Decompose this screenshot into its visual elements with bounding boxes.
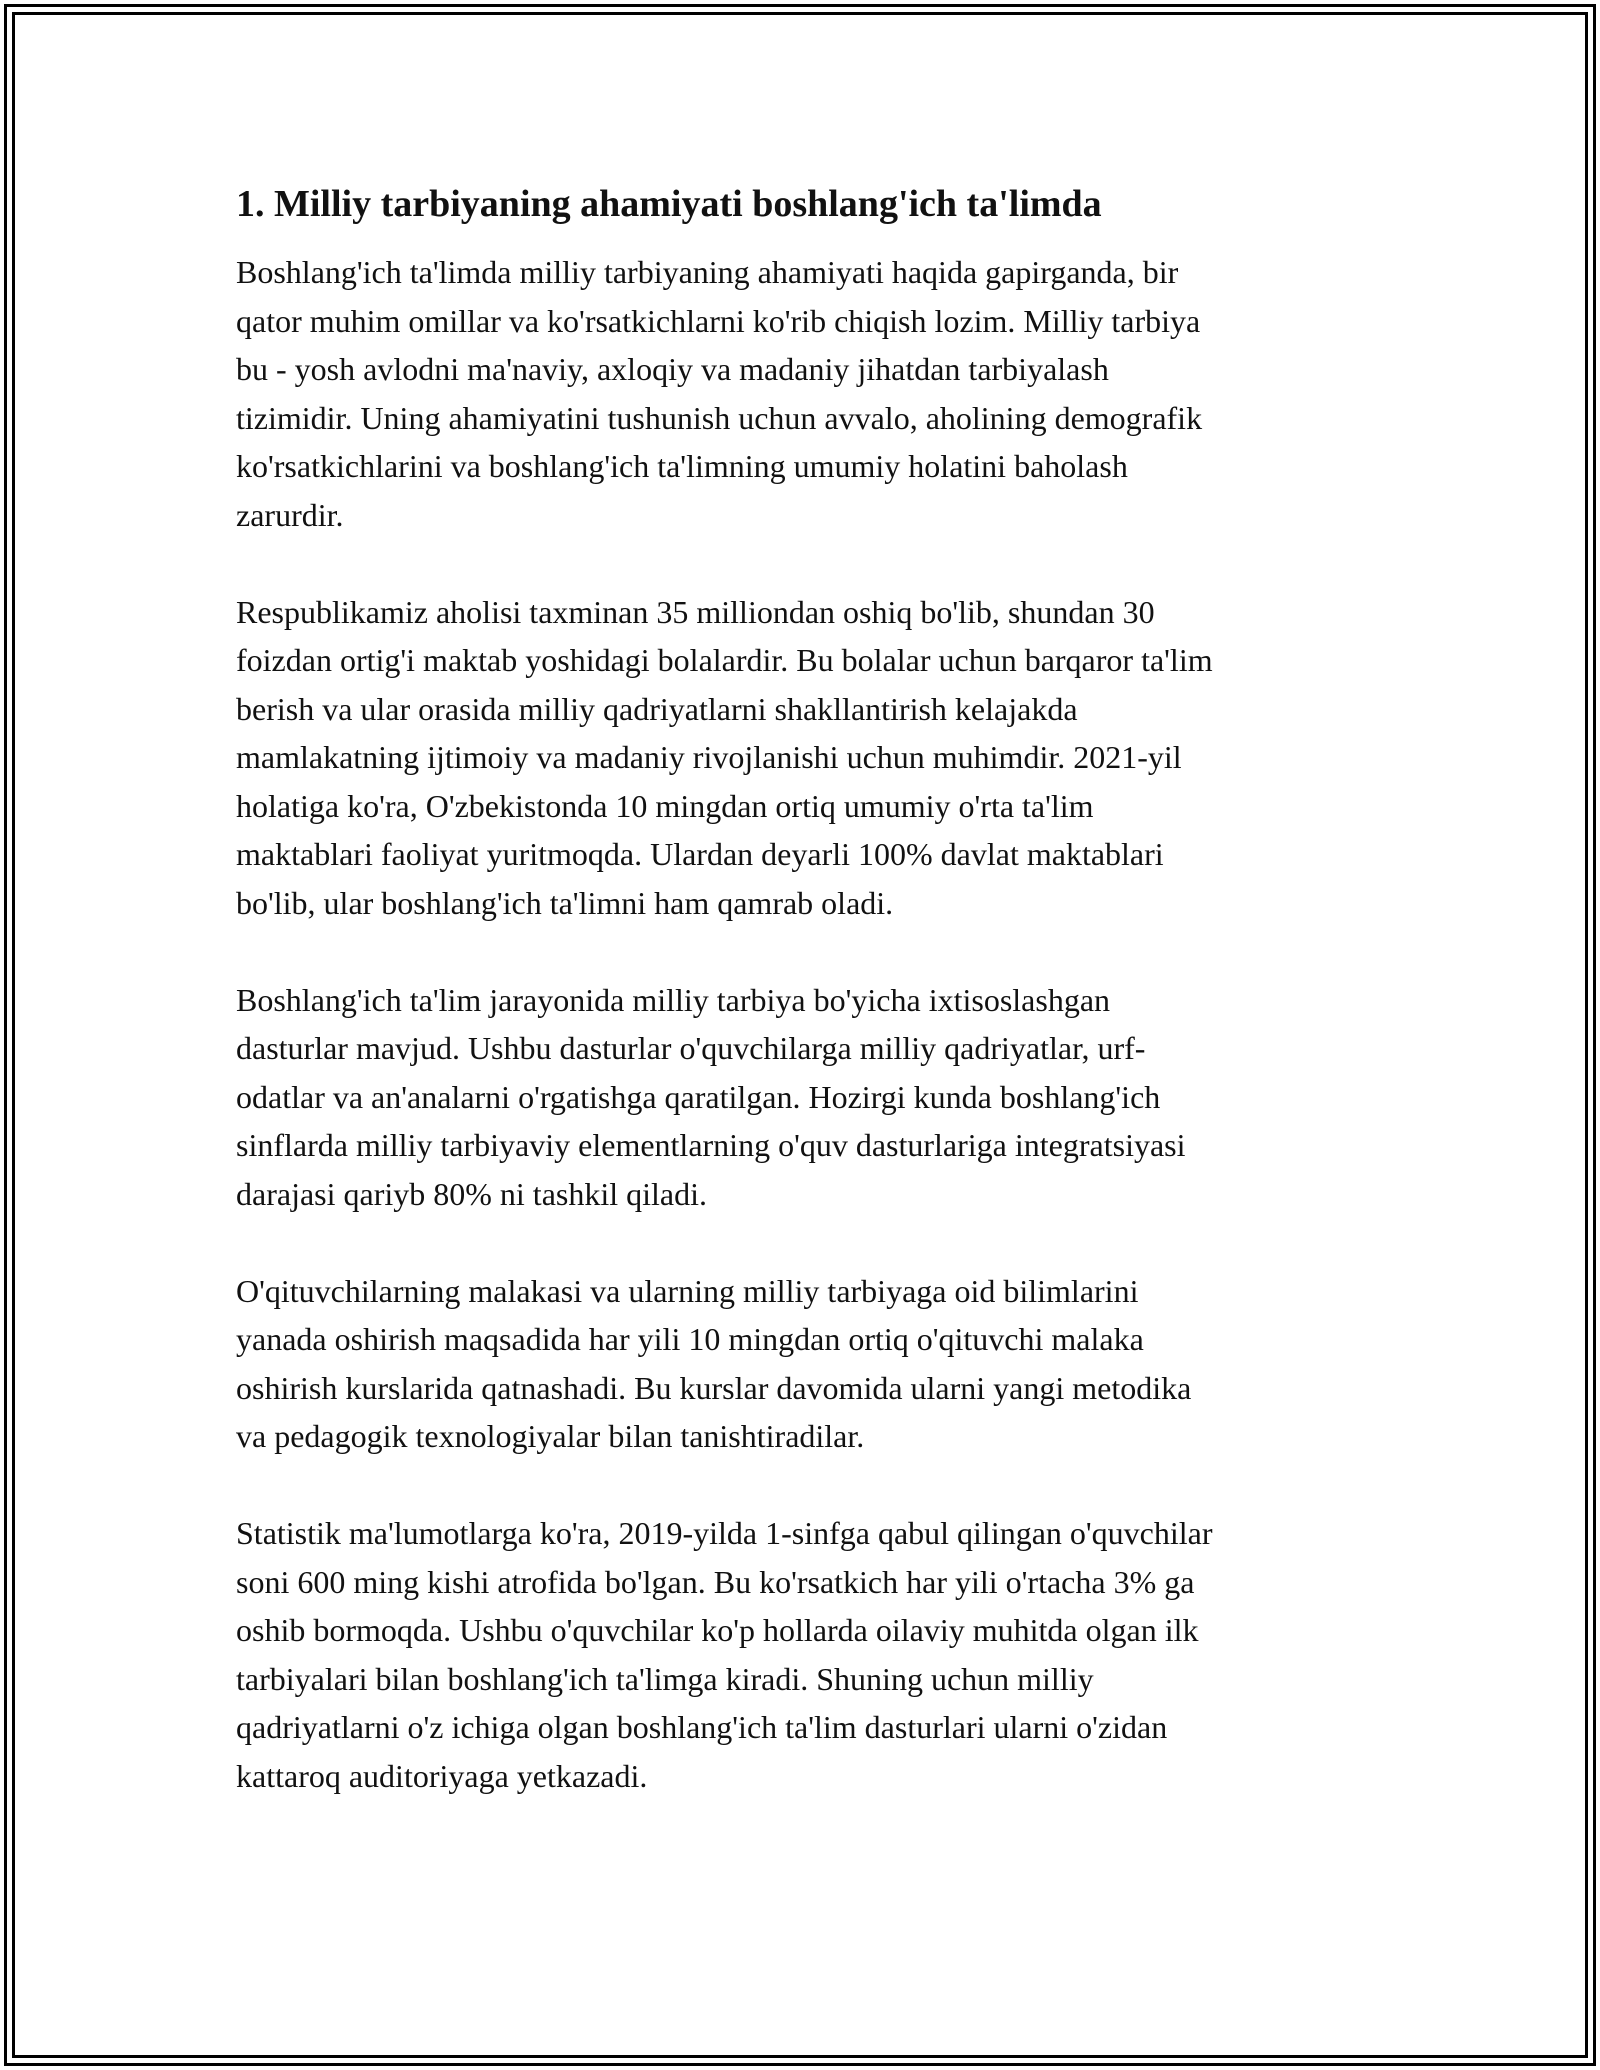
paragraph-line: Boshlang'ich ta'lim jarayonida milliy tarbiya bo'yicha ixtisoslashgan xyxy=(236,981,1111,1018)
paragraph-line: dasturlar mavjud. Ushbu dasturlar o'quvchilarga milliy qadriyatlar, urf- xyxy=(236,1030,1146,1066)
paragraph-line: tizimidir. Uning ahamiyatini tushunish uchun avvalo, aholining demografik xyxy=(236,399,1203,436)
document-body xyxy=(236,180,1366,1849)
paragraph-line: va pedagogik texnologiyalar bilan tanishtiradilar. xyxy=(236,1418,865,1454)
paragraph-line: oshib bormoqda. Ushbu o'quvchilar ko'p hollarda oilaviy muhitda olgan ilk xyxy=(236,1612,1199,1648)
paragraph-line: odatlar va an'analarni o'rgatishga qaratilgan. Hozirgi kunda boshlang'ich xyxy=(236,1078,1161,1115)
paragraph-line: qadriyatlarni o'z ichiga olgan boshlang'ich ta'lim dasturlari ularni o'zidan xyxy=(236,1709,1168,1745)
paragraph xyxy=(236,588,1366,928)
paragraph-line: kattaroq auditoriyaga yetkazadi. xyxy=(236,1757,648,1794)
paragraph-line: O'qituvchilarning malakasi va ularning milliy tarbiyaga oid bilimlarini xyxy=(236,1272,1139,1309)
paragraph-line: foizdan ortig'i maktab yoshidagi bolalardir. Bu bolalar uchun barqaror ta'lim xyxy=(236,642,1213,678)
paragraph-line: holatiga ko'ra, O'zbekistonda 10 mingdan ortiq umumiy o'rta ta'lim xyxy=(236,787,1094,824)
paragraph xyxy=(236,248,1366,539)
paragraph-line: ko'rsatkichlarini va boshlang'ich ta'limning umumiy holatini baholash xyxy=(236,448,1128,484)
paragraph-line: sinflarda milliy tarbiyaviy elementlarning o'quv dasturlariga integratsiyasi xyxy=(236,1127,1186,1163)
paragraph-line: bo'lib, ular boshlang'ich ta'limni ham qamrab oladi. xyxy=(236,884,894,921)
paragraph-line: yanada oshirish maqsadida har yili 10 mingdan ortiq o'qituvchi malaka xyxy=(236,1321,1144,1357)
paragraph-line: mamlakatning ijtimoiy va madaniy rivojlanishi uchun muhimdir. 2021-yil xyxy=(236,739,1182,775)
paragraph-line: soni 600 ming kishi atrofida bo'lgan. Bu ko'rsatkich har yili o'rtacha 3% ga xyxy=(236,1563,1195,1600)
paragraph-line: oshirish kurslarida qatnashadi. Bu kurslar davomida ularni yangi metodika xyxy=(236,1369,1192,1406)
paragraph-line: darajasi qariyb 80% ni tashkil qiladi. xyxy=(236,1175,707,1212)
paragraph-line: berish va ular orasida milliy qadriyatlarni shakllantirish kelajakda xyxy=(236,690,1078,727)
paragraph-line: Statistik ma'lumotlarga ko'ra, 2019-yilda 1-sinfga qabul qilingan o'quvchilar xyxy=(236,1515,1213,1551)
paragraph-line: zarurdir. xyxy=(236,496,344,533)
paragraph-list xyxy=(236,248,1366,1800)
paragraph-line: bu - yosh avlodni ma'naviy, axloqiy va madaniy jihatdan tarbiyalash xyxy=(236,351,1109,387)
section-heading: 1. Milliy tarbiyaning ahamiyati boshlang'ich ta'limda xyxy=(236,183,1102,225)
paragraph-line: tarbiyalari bilan boshlang'ich ta'limga kiradi. Shuning uchun milliy xyxy=(236,1660,1094,1697)
paragraph-line: maktablari faoliyat yuritmoqda. Ulardan deyarli 100% davlat maktablari xyxy=(236,836,1164,872)
paragraph xyxy=(236,1509,1366,1800)
paragraph-line: Boshlang'ich ta'limda milliy tarbiyaning ahamiyati haqida gapirganda, bir xyxy=(236,254,1179,290)
paragraph-line: Respublikamiz aholisi taxminan 35 milliondan oshiq bo'lib, shundan 30 xyxy=(236,593,1155,630)
paragraph-line: qator muhim omillar va ko'rsatkichlarni ko'rib chiqish lozim. Milliy tarbiya xyxy=(236,302,1201,339)
paragraph xyxy=(236,1267,1366,1461)
paragraph xyxy=(236,976,1366,1219)
